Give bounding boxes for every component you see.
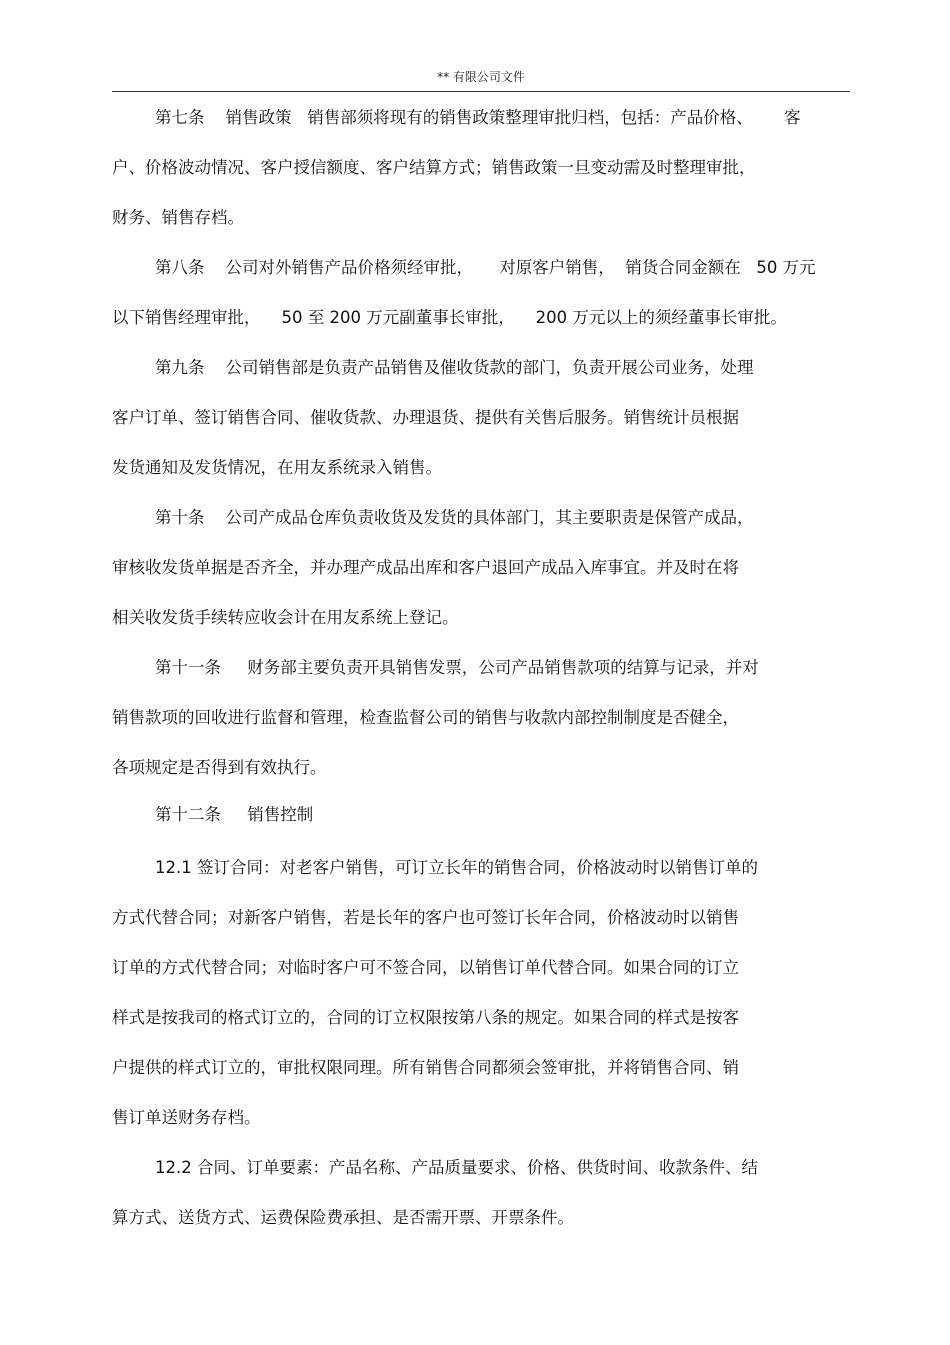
- clause-12-1-line-1: 12.1 签订合同：对老客户销售，可订立长年的销售合同，价格波动时以销售订单的: [155, 858, 758, 877]
- article-7-line-3: 财务、销售存档。: [112, 208, 244, 227]
- article-9-line-3: 发货通知及发货情况，在用友系统录入销售。: [112, 458, 442, 477]
- clause-12-2-line-2: 算方式、送货方式、运费保险费承担、是否需开票、开票条件。: [112, 1208, 574, 1227]
- article-10-line-3: 相关收发货手续转应收会计在用友系统上登记。: [112, 608, 459, 627]
- article-8-line-1: 第八条 公司对外销售产品价格须经审批， 对原客户销售， 销货合同金额在 50 万元: [155, 258, 816, 277]
- clause-12-1-line-5: 户提供的样式订立的，审批权限同理。所有销售合同都须会签审批，并将销售合同、销: [112, 1058, 739, 1077]
- article-12-heading: 第十二条 销售控制: [155, 805, 314, 824]
- article-9-line-1: 第九条 公司销售部是负责产品销售及催收货款的部门，负责开展公司业务，处理: [155, 358, 754, 377]
- clause-12-1-line-2: 方式代替合同；对新客户销售，若是长年的客户也可签订长年合同，价格波动时以销售: [112, 908, 739, 927]
- article-11-line-2: 销售款项的回收进行监督和管理，检查监督公司的销售与收款内部控制制度是否健全，: [112, 708, 739, 727]
- article-7-line-2: 户、价格波动情况、客户授信额度、客户结算方式；销售政策一旦变动需及时整理审批，: [112, 158, 756, 177]
- clause-12-1-line-6: 售订单送财务存档。: [112, 1108, 261, 1127]
- article-11-line-1: 第十一条 财务部主要负责开具销售发票，公司产品销售款项的结算与记录，并对: [155, 658, 759, 677]
- article-11-line-3: 各项规定是否得到有效执行。: [112, 758, 327, 777]
- clause-12-1-line-3: 订单的方式代替合同；对临时客户可不签合同，以销售订单代替合同。如果合同的订立: [112, 958, 739, 977]
- clause-12-2-line-1: 12.2 合同、订单要素：产品名称、产品质量要求、价格、供货时间、收款条件、结: [155, 1158, 758, 1177]
- article-9-line-2: 客户订单、签订销售合同、催收货款、办理退货、提供有关售后服务。销售统计员根据: [112, 408, 739, 427]
- article-10-line-2: 审核收发货单据是否齐全，并办理产成品出库和客户退回产成品入库事宜。并及时在将: [112, 558, 739, 577]
- clause-12-1-line-4: 样式是按我司的格式订立的，合同的订立权限按第八条的规定。如果合同的样式是按客: [112, 1008, 739, 1027]
- article-7-line-1: 第七条 销售政策 销售部须将现有的销售政策整理审批归档，包括：产品价格、 客: [155, 108, 801, 127]
- article-10-line-1: 第十条 公司产成品仓库负责收货及发货的具体部门，其主要职责是保管产成品，: [155, 508, 754, 527]
- header-divider: [112, 91, 850, 92]
- page-header: ** 有限公司文件: [437, 70, 525, 84]
- article-8-line-2: 以下销售经理审批， 50 至 200 万元副董事长审批， 200 万元以上的须经董事长审批。: [112, 308, 787, 327]
